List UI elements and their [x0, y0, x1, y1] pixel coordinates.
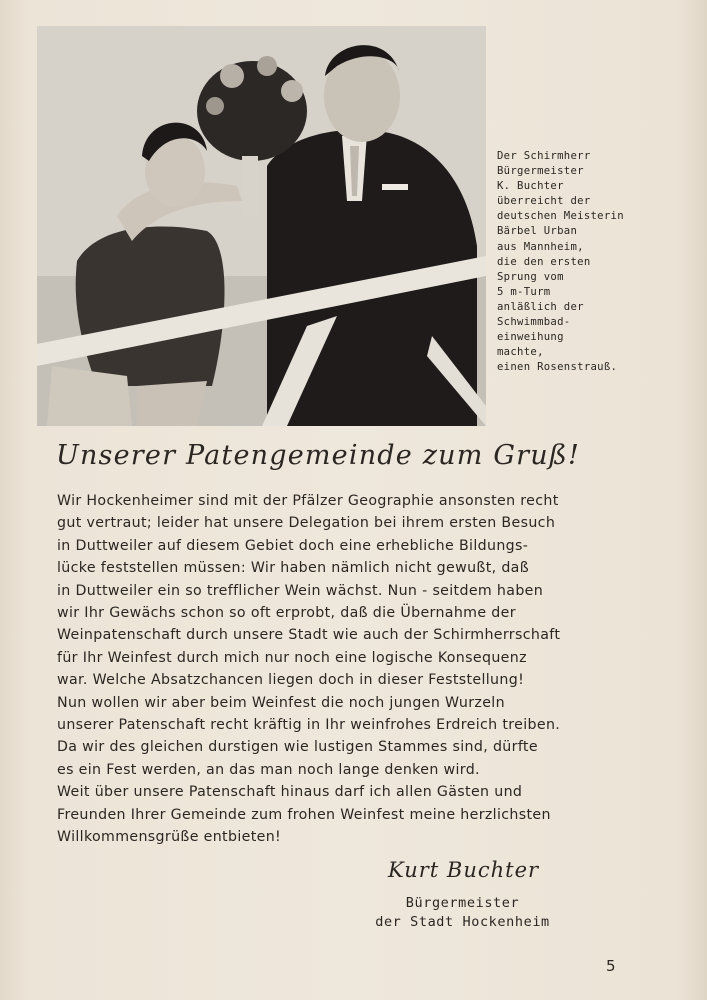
body-line: lücke feststellen müssen: Wir haben nämlich nicht gewußt, daß: [57, 560, 530, 577]
caption-line: Bürgermeister: [497, 165, 584, 178]
caption-line: 5 m-Turm: [497, 285, 551, 298]
caption-line: deutschen Meisterin: [497, 210, 624, 223]
caption-line: K. Buchter: [497, 180, 564, 193]
body-line: Nun wollen wir aber beim Weinfest die noch jungen Wurzeln: [57, 694, 505, 711]
caption-line: Bärbel Urban: [497, 225, 578, 238]
body-line: wir Ihr Gewächs schon so oft erprobt, daß die Übernahme der: [57, 605, 516, 622]
caption-line: überreicht der: [497, 195, 591, 208]
signatory-title: [360, 894, 565, 932]
body-line: Wir Hockenheimer sind mit der Pfälzer Geographie ansonsten recht: [57, 493, 559, 509]
body-line: es ein Fest werden, an das man noch lange denken wird.: [57, 761, 480, 778]
body-line: unserer Patenschaft recht kräftig in Ihr weinfrohes Erdreich treiben.: [57, 717, 561, 734]
photograph: [37, 26, 486, 426]
body-line: Weinpatenschaft durch unsere Stadt wie auch der Schirmherrschaft: [57, 627, 561, 644]
body-line: für Ihr Weinfest durch mich nur noch eine logische Konsequenz: [57, 649, 527, 666]
page-number: 5: [606, 957, 616, 975]
signatory-title-line: der Stadt Hockenheim: [375, 914, 550, 930]
body-line: war. Welche Absatzchancen liegen doch in dieser Feststellung!: [57, 672, 525, 689]
caption-line: Der Schirmherr: [497, 150, 591, 162]
caption-line: anläßlich der: [497, 300, 584, 313]
caption-line: einen Rosenstrauß.: [497, 361, 618, 374]
body-line: in Duttweiler ein so trefflicher Wein wächst. Nun - seitdem haben: [57, 582, 544, 599]
caption-line: aus Mannheim,: [497, 240, 584, 253]
signatory-title-line: Bürgermeister: [405, 895, 520, 911]
body-line: Da wir des gleichen durstigen wie lustigen Stammes sind, dürfte: [57, 739, 538, 756]
photo-caption: [497, 149, 697, 375]
caption-line: Sprung vom: [497, 270, 564, 283]
signature: Kurt Buchter: [388, 858, 540, 882]
caption-line: Schwimmbad-: [497, 316, 571, 329]
body-line: gut vertraut; leider hat unsere Delegation bei ihrem ersten Besuch: [57, 515, 556, 532]
letter-heading: Unserer Patengemeinde zum Gruß!: [56, 440, 581, 471]
body-line: Weit über unsere Patenschaft hinaus darf ich allen Gästen und: [57, 784, 523, 801]
caption-line: machte,: [497, 346, 544, 359]
caption-line: einweihung: [497, 331, 564, 344]
letter-body: [57, 490, 602, 849]
caption-line: die den ersten: [497, 255, 591, 268]
body-line: Freunden Ihrer Gemeinde zum frohen Weinfest meine herzlichsten: [57, 806, 551, 823]
body-line: in Duttweiler auf diesem Gebiet doch eine erhebliche Bildungs-: [57, 537, 529, 554]
body-line: Willkommensgrüße entbieten!: [57, 829, 282, 846]
photo-illustration: [37, 26, 486, 426]
